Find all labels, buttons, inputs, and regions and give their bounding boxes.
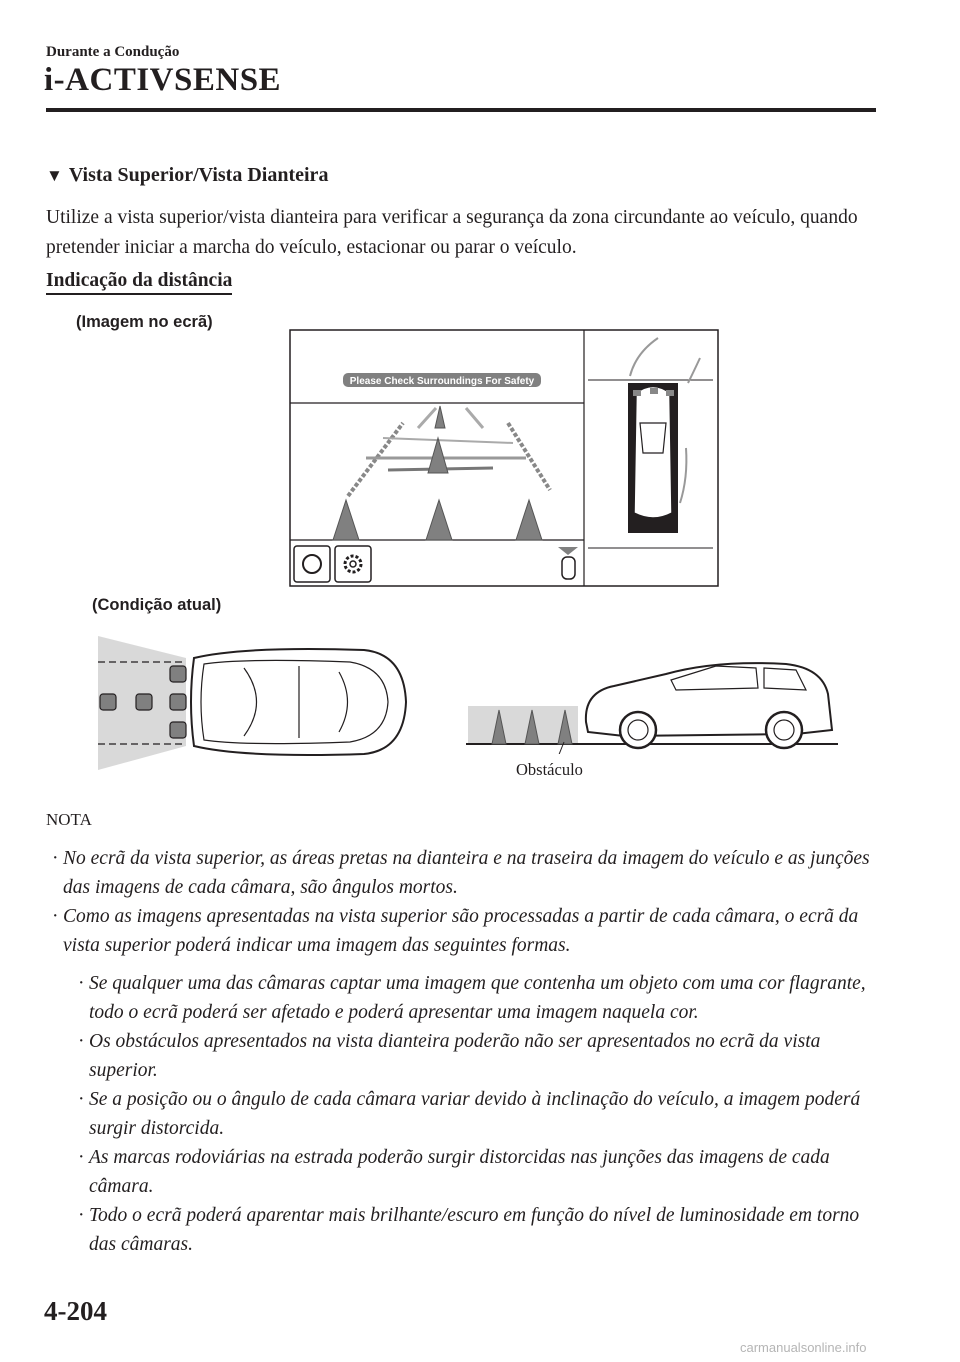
list-item: · Como as imagens apresentadas na vista superior são processadas a partir de cada câmara, o ecrã da vista superior poderá indicar uma imagem das seguintes formas. — [52, 906, 859, 956]
note-sublist — [46, 969, 886, 1259]
note-list — [46, 844, 886, 1259]
settings-button[interactable] — [335, 546, 371, 582]
screen-caption: (Imagem no ecrã) — [76, 313, 213, 331]
camera-switch-button[interactable] — [294, 546, 330, 582]
list-item: · Se a posição ou o ângulo de cada câmara variar devido à inclinação do veículo, a imagem poderá surgir distorcida. — [78, 1089, 861, 1139]
screen-image — [288, 328, 724, 590]
subsection-title: Vista Superior/Vista Dianteira — [68, 164, 329, 186]
header-rule — [46, 108, 876, 112]
list-item: · Se qualquer uma das câmaras captar uma imagem que contenha um objeto com uma cor flagrante, todo o ecrã poderá ser afetado e poderá apresentar uma imagem naquela cor. — [78, 973, 866, 1023]
car-mini-icon — [562, 557, 575, 579]
distance-heading: Indicação da distância — [46, 270, 232, 295]
subsection-heading — [46, 164, 328, 187]
page-number: 4-204 — [44, 1296, 107, 1326]
triangle-icon: ▼ — [46, 166, 63, 185]
car-topview-icon — [634, 387, 672, 519]
list-item: · Os obstáculos apresentados na vista dianteira poderão não ser apresentados no ecrã da vista superior. — [78, 1031, 821, 1081]
section-title: i-ACTIVSENSE — [44, 62, 282, 98]
current-caption: (Condição atual) — [92, 596, 222, 614]
intro-paragraph: Utilize a vista superior/vista dianteira para verificar a segurança da zona circundante ao veículo, quando pretender iniciar a marcha do veículo, estacionar ou parar o veículo. — [46, 207, 858, 258]
obstacle-label: Obstáculo — [516, 760, 583, 779]
note-title: NOTA — [46, 810, 92, 829]
watermark: carmanualsonline.info — [740, 1340, 867, 1355]
current-sideview-image — [466, 652, 840, 754]
list-item: · Todo o ecrã poderá aparentar mais brilhante/escuro em função do nível de luminosidade em torno das câmaras. — [78, 1205, 860, 1255]
current-topview-image — [94, 628, 414, 776]
list-item: · As marcas rodoviárias na estrada poderão surgir distorcidas nas junções das imagens de cada câmara. — [78, 1147, 830, 1197]
screen-banner: Please Check Surroundings For Safety — [349, 376, 535, 387]
list-item: · No ecrã da vista superior, as áreas pretas na dianteira e na traseira da imagem do veículo e as junções das imagens de cada câmara, são ângulos mortos. — [52, 848, 870, 898]
chapter-title: Durante a Condução — [46, 44, 180, 60]
